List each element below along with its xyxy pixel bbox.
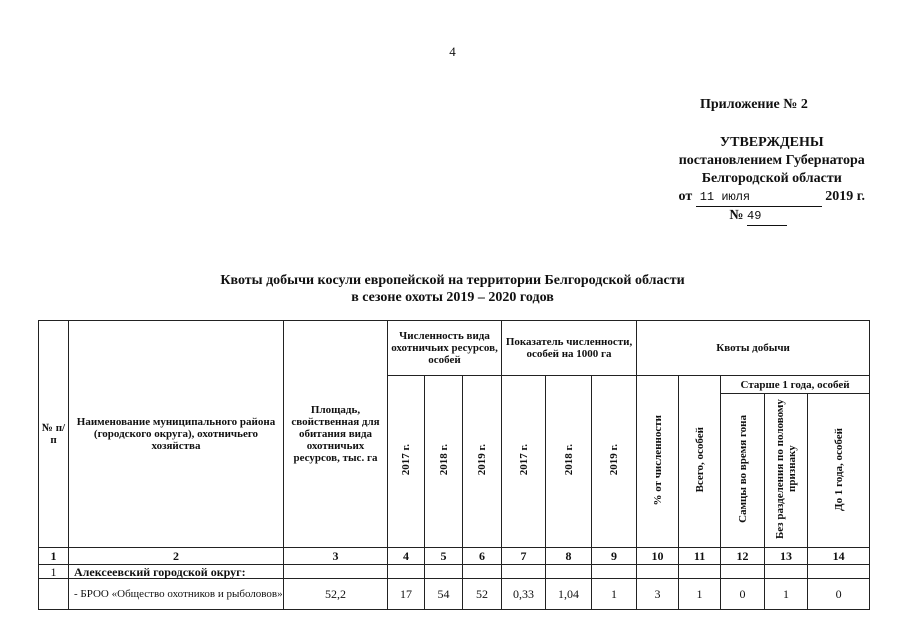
colnum-13: 13 — [765, 548, 808, 565]
approval-line2: постановлением Губернатора — [678, 153, 865, 168]
district-name: Алексеевский городской округ: — [69, 565, 284, 579]
row-pop2018: 54 — [425, 579, 463, 610]
row-dens2019: 1 — [592, 579, 637, 610]
date-prefix: от — [678, 189, 693, 204]
row-pct: 3 — [637, 579, 679, 610]
header-num: № п/п — [39, 321, 69, 548]
row-dens2017: 0,33 — [502, 579, 546, 610]
header-density: Показатель численности, особей на 1000 га — [502, 321, 637, 376]
colnum-9: 9 — [592, 548, 637, 565]
approval-date — [679, 188, 865, 207]
approval-line1: УТВЕРЖДЕНЫ — [719, 135, 824, 150]
colnum-1: 1 — [39, 548, 69, 565]
colnum-3: 3 — [284, 548, 388, 565]
header-quota: Квоты добычи — [637, 321, 870, 376]
colnum-12: 12 — [721, 548, 765, 565]
colnum-2: 2 — [69, 548, 284, 565]
approval-line3: Белгородской области — [701, 171, 842, 186]
header-pct: % от численности — [651, 414, 664, 506]
colnum-5: 5 — [425, 548, 463, 565]
number-handwritten: 49 — [747, 207, 787, 226]
row-no-sex: 1 — [765, 579, 808, 610]
row-name: - БРОО «Общество охотников и рыболовов» — [69, 579, 284, 610]
row-pop2019: 52 — [463, 579, 502, 610]
district-row — [39, 565, 870, 579]
colnum-7: 7 — [502, 548, 546, 565]
date-year: 2019 г. — [825, 189, 865, 204]
table-row — [39, 579, 870, 610]
row-pop2017: 17 — [388, 579, 425, 610]
header-population: Численность вида охотничьих ресурсов, особей — [388, 321, 502, 376]
header-dens-2018: 2018 г. — [562, 444, 575, 476]
document-title — [0, 272, 905, 306]
colnum-6: 6 — [463, 548, 502, 565]
approval-number — [679, 207, 865, 226]
title-line2: в сезоне охоты 2019 – 2020 годов — [351, 290, 554, 305]
approval-block — [679, 134, 865, 226]
row-males: 0 — [721, 579, 765, 610]
colnum-8: 8 — [546, 548, 592, 565]
header-dens-2019: 2019 г. — [608, 444, 621, 476]
column-number-row — [39, 548, 870, 565]
number-prefix: № — [729, 208, 744, 223]
row-dens2018: 1,04 — [546, 579, 592, 610]
row-total: 1 — [679, 579, 721, 610]
page-number: 4 — [449, 44, 456, 59]
header-area: Площадь, свойственная для обитания вида охотничьих ресурсов, тыс. га — [284, 321, 388, 548]
colnum-4: 4 — [388, 548, 425, 565]
header-dens-2017: 2017 г. — [517, 444, 530, 476]
quota-table — [38, 320, 870, 610]
header-pop-2018: 2018 г. — [437, 444, 450, 476]
date-handwritten: 11 июля — [696, 188, 822, 207]
colnum-14: 14 — [808, 548, 870, 565]
header-under1: До 1 года, особей — [832, 427, 845, 511]
header-pop-2017: 2017 г. — [400, 444, 412, 476]
title-line1: Квоты добычи косули европейской на территории Белгородской области — [220, 273, 685, 288]
colnum-10: 10 — [637, 548, 679, 565]
row-under1: 0 — [808, 579, 870, 610]
header-no-sex: Без разделения по половому признаку — [774, 399, 799, 539]
header-pop-2019: 2019 г. — [476, 444, 489, 476]
district-num: 1 — [39, 565, 69, 579]
header-total: Всего, особей — [693, 427, 706, 493]
header-older: Старше 1 года, особей — [721, 376, 870, 394]
appendix-label: Приложение № 2 — [700, 97, 808, 112]
header-name: Наименование муниципального района (городского округа), охотничьего хозяйства — [69, 321, 284, 548]
header-males: Самцы во время гона — [736, 415, 749, 523]
colnum-11: 11 — [679, 548, 721, 565]
row-area: 52,2 — [284, 579, 388, 610]
